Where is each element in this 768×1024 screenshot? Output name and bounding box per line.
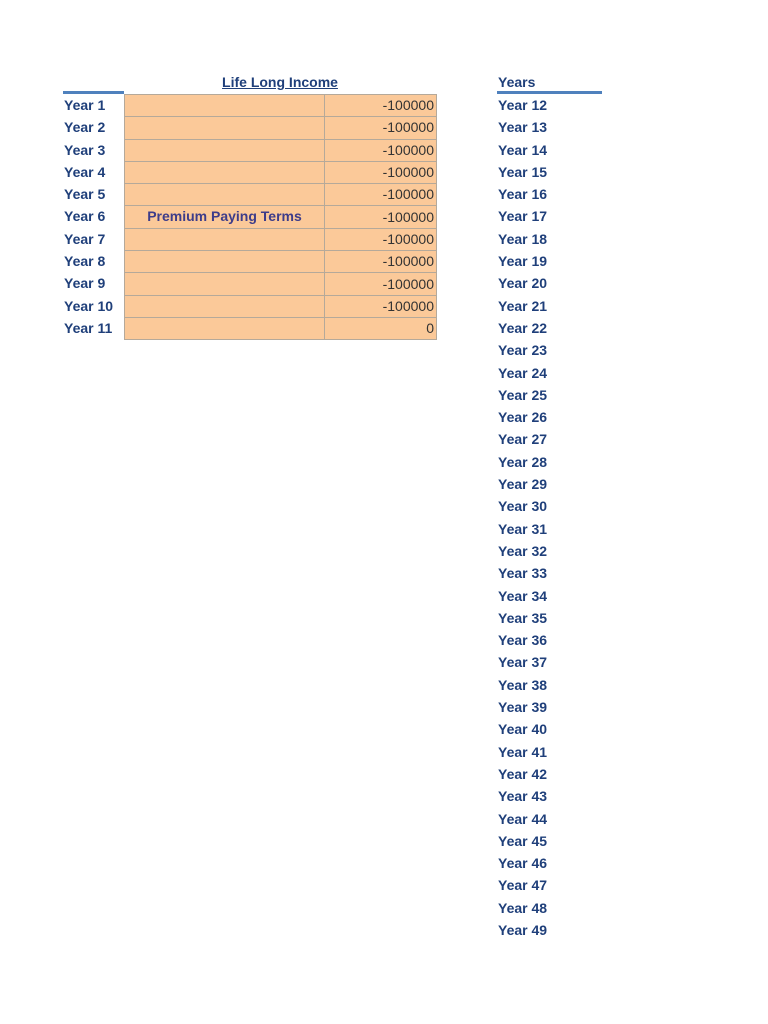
year-label[interactable]: Year 12 bbox=[498, 97, 548, 113]
year-label[interactable]: Year 34 bbox=[498, 587, 548, 604]
year-label[interactable]: Year 48 bbox=[498, 899, 548, 916]
year-label[interactable]: Year 6 bbox=[64, 208, 106, 225]
year-label[interactable]: Year 14 bbox=[498, 141, 548, 158]
year-label[interactable]: Year 8 bbox=[64, 253, 106, 270]
year-label[interactable]: Year 43 bbox=[498, 788, 548, 805]
year-label[interactable]: Year 19 bbox=[498, 253, 548, 270]
year-label[interactable]: Year 15 bbox=[498, 163, 548, 180]
premium-cell[interactable] bbox=[125, 273, 325, 295]
value-cell[interactable]: -100000 bbox=[325, 139, 437, 161]
year-label[interactable]: Year 45 bbox=[498, 832, 548, 849]
year-label[interactable]: Year 28 bbox=[498, 453, 548, 470]
premium-cell[interactable] bbox=[125, 95, 325, 117]
premium-cell[interactable] bbox=[125, 184, 325, 206]
year-label[interactable]: Year 22 bbox=[498, 319, 548, 336]
year-label[interactable]: Year 24 bbox=[498, 364, 548, 381]
table-row bbox=[125, 139, 437, 161]
left-year-labels bbox=[64, 94, 124, 339]
year-label[interactable]: Year 39 bbox=[498, 699, 548, 716]
year-label[interactable]: Year 13 bbox=[498, 119, 548, 136]
year-label[interactable]: Year 23 bbox=[498, 342, 548, 359]
years-header[interactable]: Years bbox=[498, 74, 536, 90]
year-label[interactable]: Year 1 bbox=[64, 97, 106, 113]
table-row bbox=[125, 184, 437, 206]
year-label[interactable]: Year 16 bbox=[498, 186, 548, 203]
year-label[interactable]: Year 25 bbox=[498, 386, 548, 403]
table-row bbox=[125, 95, 437, 117]
year-label[interactable]: Year 38 bbox=[498, 676, 548, 693]
table-row bbox=[125, 117, 437, 139]
premium-cell[interactable] bbox=[125, 228, 325, 250]
year-label[interactable]: Year 47 bbox=[498, 877, 548, 894]
year-label[interactable]: Year 26 bbox=[498, 409, 548, 426]
year-label[interactable]: Year 37 bbox=[498, 654, 548, 671]
year-label[interactable]: Year 35 bbox=[498, 609, 548, 626]
year-label[interactable]: Year 42 bbox=[498, 765, 548, 782]
year-label[interactable]: Year 7 bbox=[64, 230, 106, 247]
year-label[interactable]: Year 31 bbox=[498, 520, 548, 537]
table-row bbox=[125, 273, 437, 295]
year-label[interactable]: Year 20 bbox=[498, 275, 548, 292]
premium-cell[interactable] bbox=[125, 317, 325, 339]
year-label[interactable]: Year 30 bbox=[498, 498, 548, 515]
year-label[interactable]: Year 18 bbox=[498, 230, 548, 247]
value-cell[interactable]: -100000 bbox=[325, 273, 437, 295]
value-cell[interactable]: 0 bbox=[325, 317, 437, 339]
year-label[interactable]: Year 5 bbox=[64, 186, 106, 203]
year-label[interactable]: Year 27 bbox=[498, 431, 548, 448]
year-label[interactable]: Year 32 bbox=[498, 542, 548, 559]
value-cell[interactable]: -100000 bbox=[325, 206, 437, 228]
year-label[interactable]: Year 40 bbox=[498, 721, 548, 738]
year-label[interactable]: Year 36 bbox=[498, 632, 548, 649]
year-label[interactable]: Year 9 bbox=[64, 275, 106, 292]
year-label[interactable]: Year 29 bbox=[498, 476, 548, 493]
table-row bbox=[125, 295, 437, 317]
value-cell[interactable]: -100000 bbox=[325, 95, 437, 117]
value-cell[interactable]: -100000 bbox=[325, 117, 437, 139]
table-row bbox=[125, 161, 437, 183]
year-label[interactable]: Year 41 bbox=[498, 743, 548, 760]
premium-cell[interactable] bbox=[125, 117, 325, 139]
year-label[interactable]: Year 49 bbox=[498, 921, 548, 938]
sheet-title[interactable]: Life Long Income bbox=[222, 74, 338, 90]
table-row bbox=[125, 228, 437, 250]
value-cell[interactable]: -100000 bbox=[325, 184, 437, 206]
value-cell[interactable]: -100000 bbox=[325, 161, 437, 183]
value-cell[interactable]: -100000 bbox=[325, 228, 437, 250]
year-label[interactable]: Year 11 bbox=[64, 319, 113, 336]
year-label[interactable]: Year 46 bbox=[498, 855, 548, 872]
premium-cell[interactable] bbox=[125, 161, 325, 183]
year-label[interactable]: Year 3 bbox=[64, 141, 106, 158]
year-label[interactable]: Year 2 bbox=[64, 119, 106, 136]
year-label[interactable]: Year 4 bbox=[64, 163, 106, 180]
year-label[interactable]: Year 17 bbox=[498, 208, 548, 225]
year-label[interactable]: Year 21 bbox=[498, 297, 548, 314]
value-cell[interactable]: -100000 bbox=[325, 295, 437, 317]
premium-cell[interactable] bbox=[125, 251, 325, 273]
premium-cell[interactable] bbox=[125, 139, 325, 161]
table-row bbox=[125, 251, 437, 273]
value-cell[interactable]: -100000 bbox=[325, 251, 437, 273]
year-label[interactable]: Year 33 bbox=[498, 565, 548, 582]
premium-cell[interactable] bbox=[125, 295, 325, 317]
year-label[interactable]: Year 10 bbox=[64, 297, 114, 314]
year-label[interactable]: Year 44 bbox=[498, 810, 548, 827]
table-row bbox=[125, 317, 437, 339]
premium-paying-terms-label[interactable]: Premium Paying Terms bbox=[147, 208, 302, 224]
right-year-labels bbox=[498, 94, 608, 941]
